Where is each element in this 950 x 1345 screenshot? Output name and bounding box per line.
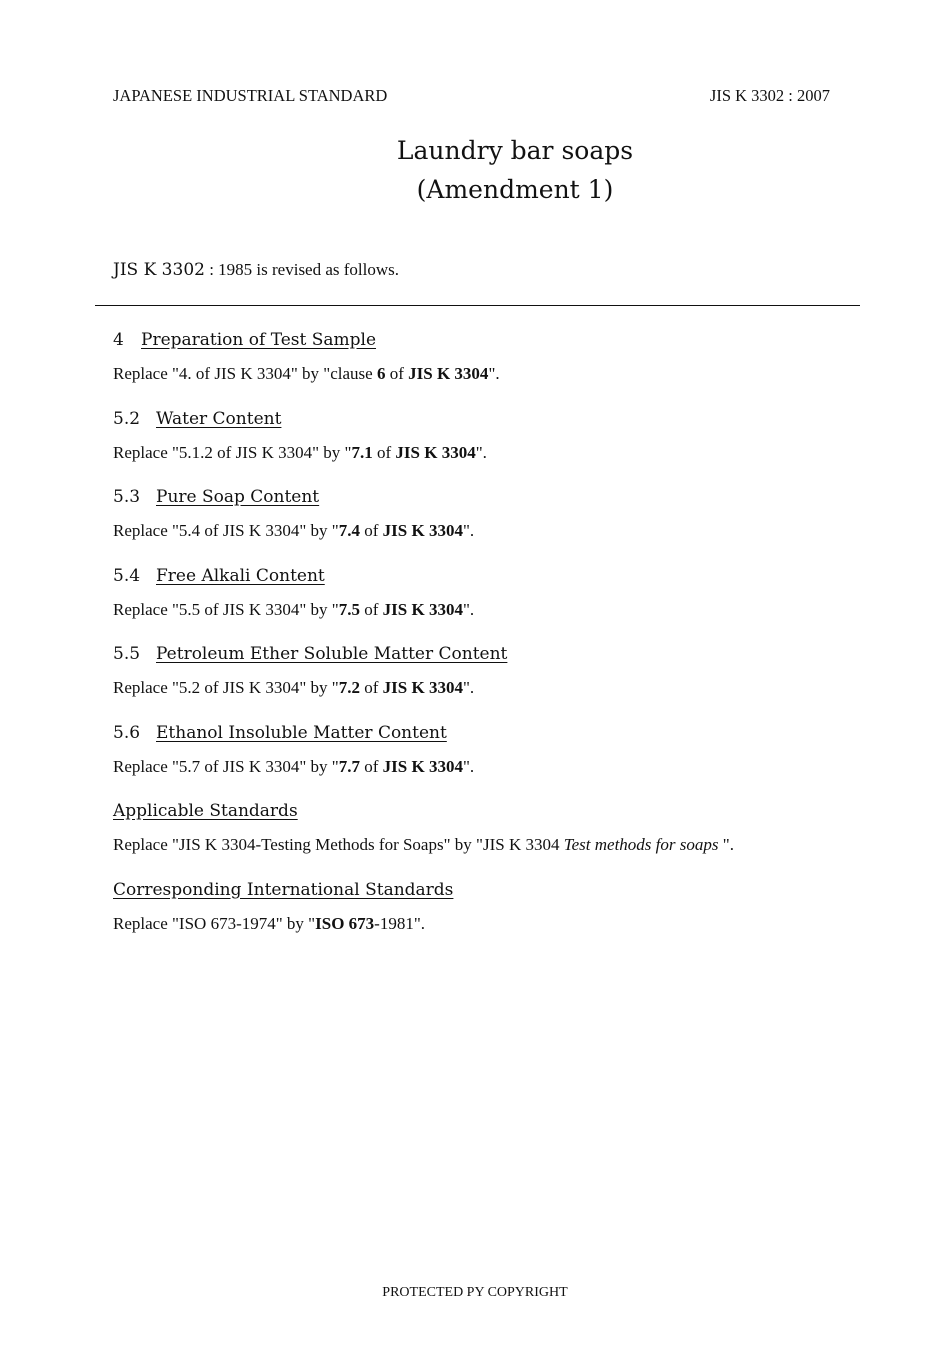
of-text: of: [359, 521, 383, 540]
of-text: of: [385, 364, 409, 383]
new-standard: ISO 673: [315, 913, 375, 933]
of-text: of: [359, 678, 383, 697]
of-text: of: [372, 442, 396, 462]
new-clause: 7.2: [338, 678, 360, 697]
section-heading: Corresponding International Standards: [113, 879, 454, 900]
end-text: ".: [462, 521, 475, 540]
old-ref: Replace "4. of JIS K 3304" by "clause: [113, 364, 377, 383]
section-heading: Preparation of Test Sample: [141, 330, 377, 350]
section-4: [113, 330, 500, 384]
section-heading: Water Content: [156, 408, 282, 429]
old-ref: Replace "5.2 of JIS K 3304" by ": [113, 678, 339, 697]
end-text: ".: [718, 835, 734, 854]
new-standard: JIS K 3304: [408, 364, 489, 383]
end-text: ".: [475, 442, 487, 462]
replace-text: Replace "JIS K 3304-Testing Methods for Soaps" by "JIS K 3304: [113, 835, 564, 854]
new-clause: 7.7: [338, 756, 360, 776]
section-5-5: [113, 644, 507, 698]
end-text: ".: [488, 364, 500, 383]
intro-text: [113, 260, 399, 280]
new-clause: 7.5: [338, 599, 360, 619]
of-text: of: [359, 756, 383, 776]
section-body: [113, 757, 474, 777]
section-body: [113, 521, 474, 541]
section-number: 5.3: [113, 487, 141, 507]
section-number: 5.2: [113, 408, 141, 429]
section-number: 5.6: [113, 722, 141, 743]
intro-standard: JIS K 3302: [113, 260, 205, 280]
old-ref: Replace "5.1.2 of JIS K 3304" by ": [113, 442, 352, 462]
section-heading: Ethanol Insoluble Matter Content: [156, 722, 447, 743]
section-number: 5.4: [113, 565, 141, 586]
section-body: [113, 364, 500, 384]
of-text: of: [359, 599, 383, 619]
section-heading: Applicable Standards: [113, 801, 298, 821]
end-text: ".: [462, 678, 475, 697]
section-heading: Free Alkali Content: [156, 565, 325, 586]
section-5-3: [113, 487, 474, 541]
new-clause: 7.1: [351, 442, 373, 462]
section-5-4: [113, 566, 474, 620]
new-standard: JIS K 3304: [382, 678, 463, 697]
standard-title: Test methods for soaps: [563, 835, 719, 854]
section-body: [113, 835, 734, 855]
new-standard: JIS K 3304: [382, 756, 463, 776]
new-standard: JIS K 3304: [382, 521, 463, 540]
document-title: Laundry bar soaps: [396, 136, 634, 165]
old-ref: Replace "5.7 of JIS K 3304" by ": [113, 756, 339, 776]
old-ref: Replace "5.5 of JIS K 3304" by ": [113, 599, 339, 619]
end-text: ".: [462, 599, 475, 619]
end-text: -1981".: [374, 913, 426, 933]
section-5-2: [113, 409, 487, 463]
copyright-footer: PROTECTED PY COPYRIGHT: [382, 1285, 568, 1300]
section-body: [113, 678, 507, 698]
section-applicable-standards: [113, 801, 734, 855]
section-number: 4: [113, 330, 124, 350]
standard-number-header: JIS K 3302 : 2007: [709, 86, 830, 105]
section-number: 5.5: [113, 644, 141, 664]
standard-type-header: JAPANESE INDUSTRIAL STANDARD: [113, 86, 388, 105]
section-body: [113, 443, 487, 463]
new-standard: JIS K 3304: [382, 599, 463, 619]
section-heading: Pure Soap Content: [156, 487, 320, 507]
section-body: [113, 914, 453, 934]
new-clause: 6: [376, 364, 386, 383]
section-heading: Petroleum Ether Soluble Matter Content: [156, 644, 508, 664]
new-standard: JIS K 3304: [395, 442, 476, 462]
divider: [95, 305, 860, 306]
document-subtitle: (Amendment 1): [416, 175, 614, 204]
new-clause: 7.4: [338, 521, 360, 540]
replace-text: Replace "ISO 673-1974" by ": [113, 913, 316, 933]
old-ref: Replace "5.4 of JIS K 3304" by ": [113, 521, 339, 540]
end-text: ".: [462, 756, 475, 776]
intro-rest: : 1985 is revised as follows.: [204, 260, 400, 279]
section-body: [113, 600, 474, 620]
section-international-standards: [113, 880, 453, 934]
section-5-6: [113, 723, 474, 777]
